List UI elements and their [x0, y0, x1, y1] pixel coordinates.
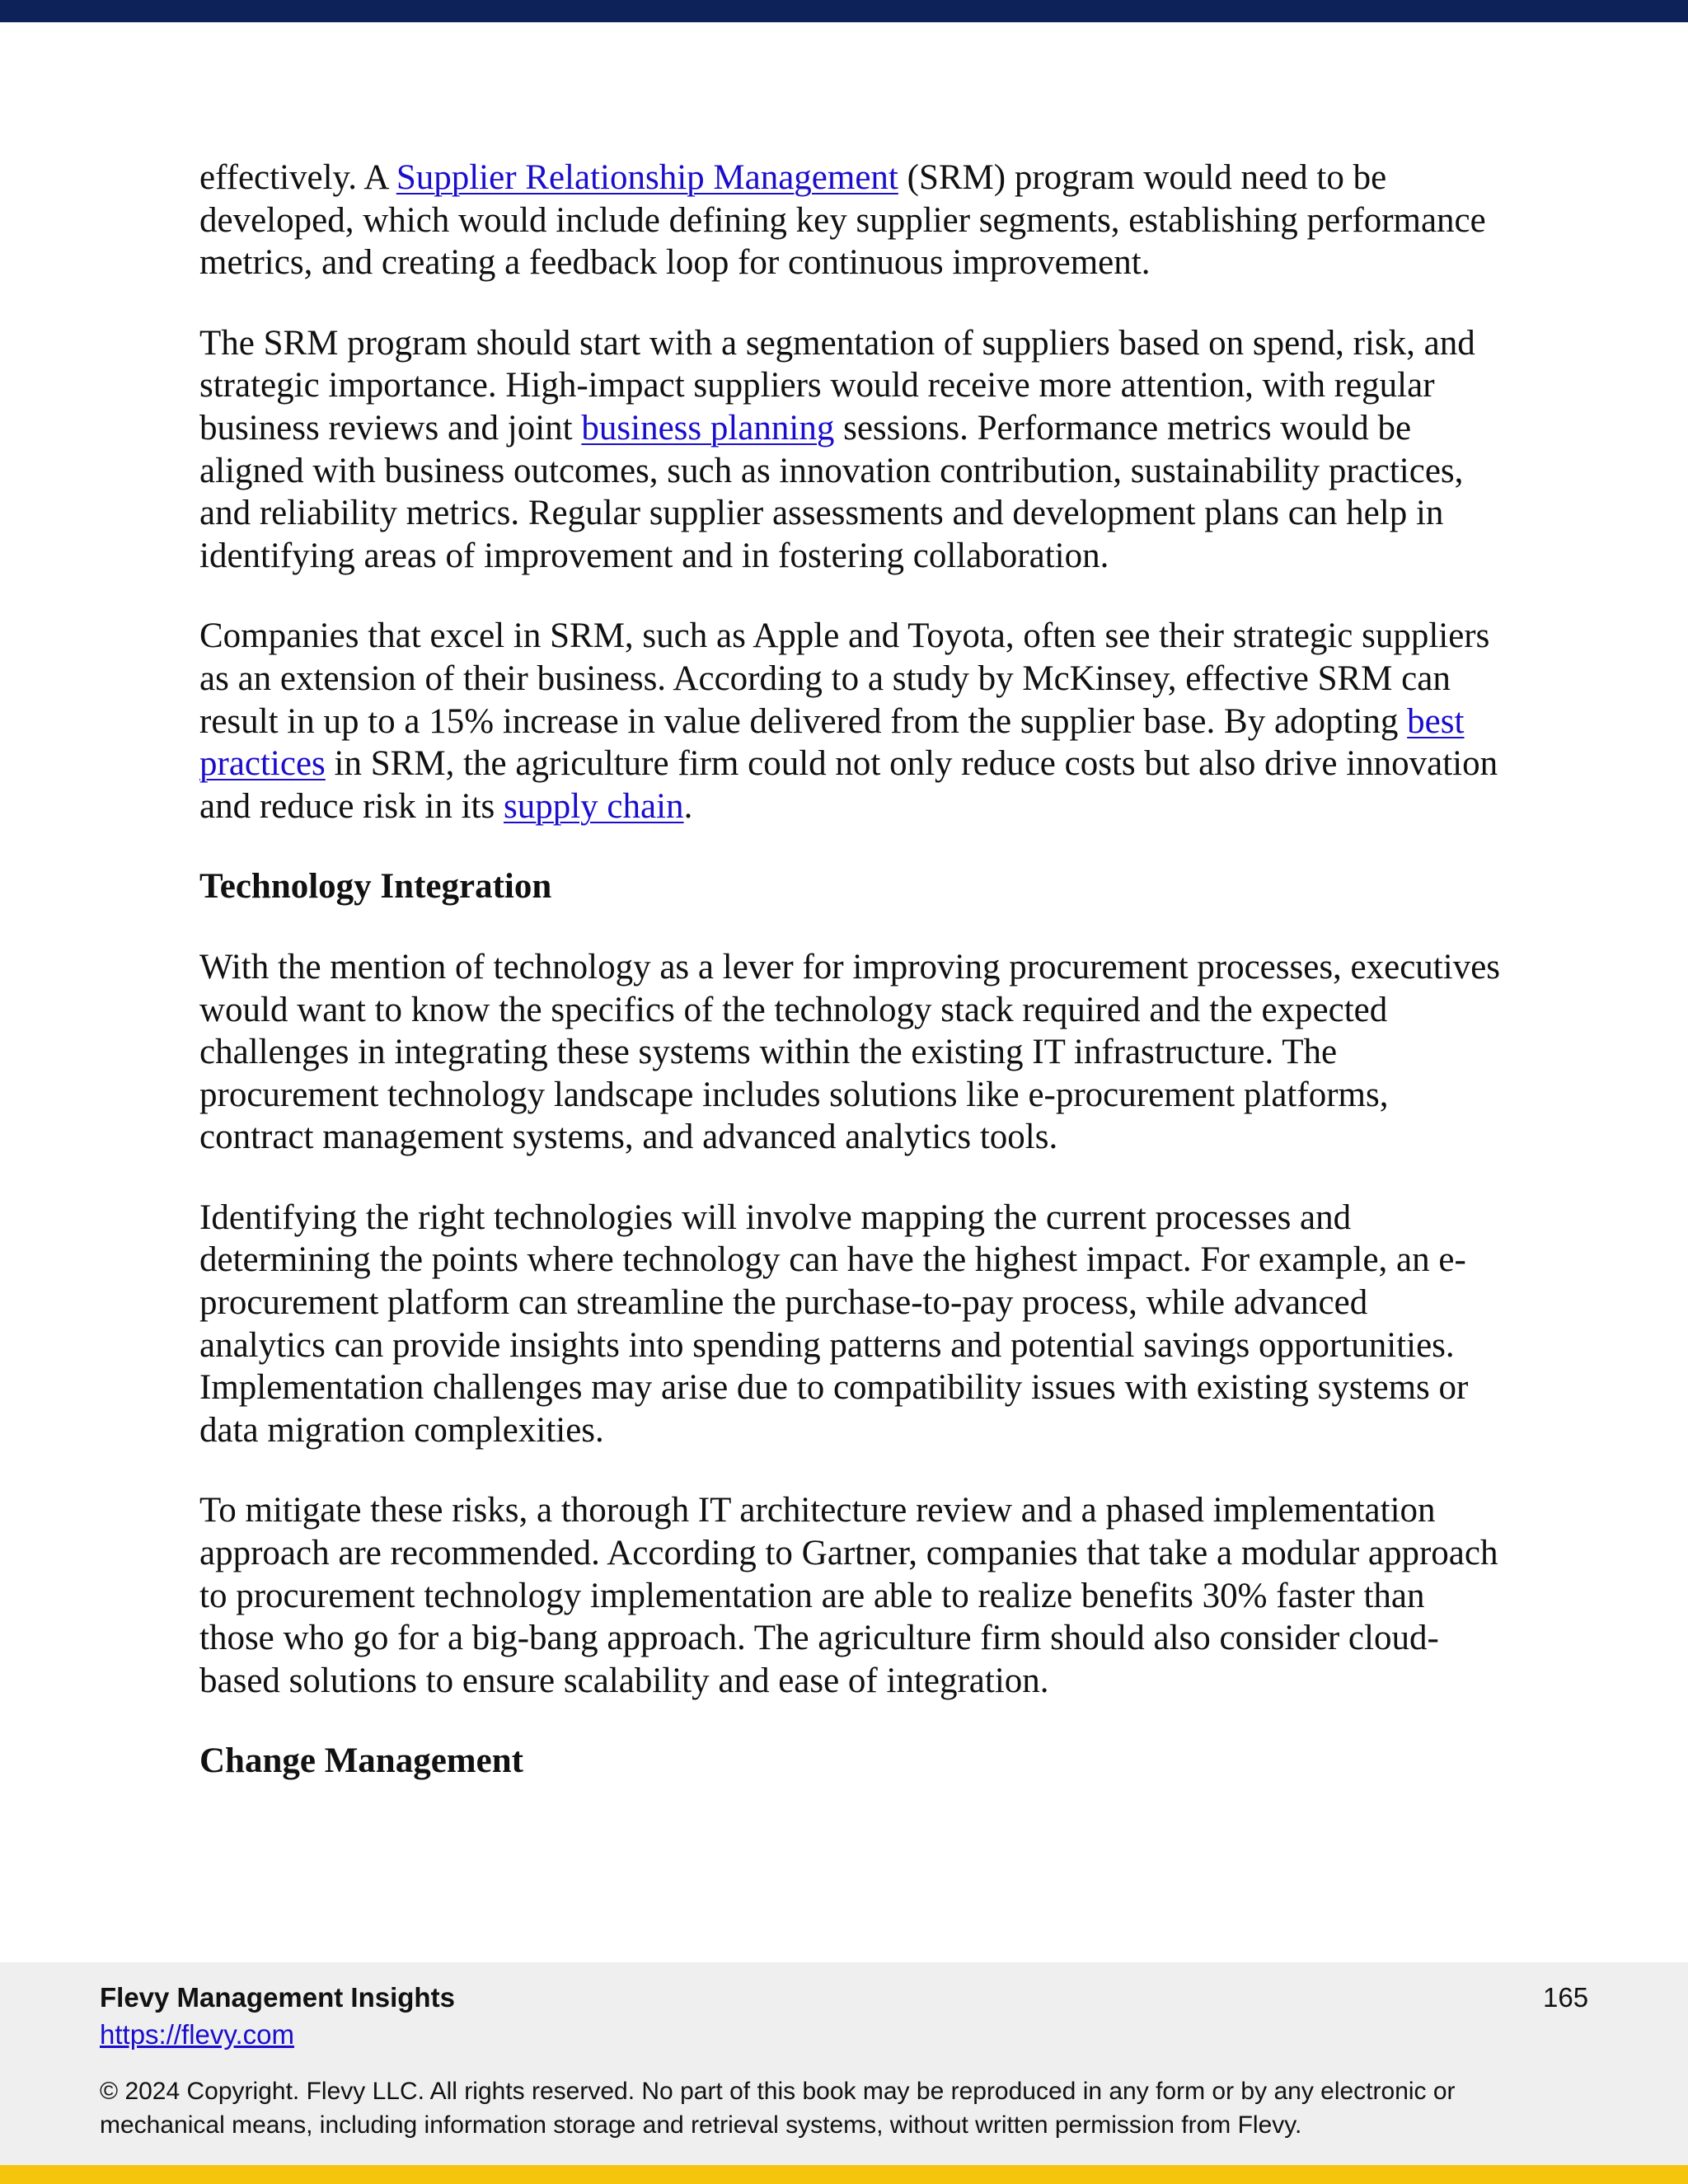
link-best-practices[interactable]: best practices — [199, 701, 1465, 784]
link-supplier-relationship-management[interactable]: Supplier Relationship Management — [396, 158, 898, 197]
paragraph-technology-stack: With the mention of technology as a lever for improving procurement processes, executives would want to know the specifics of the technology stack required and the expected challenges in integrating these systems within the existing IT infrastructure. The procurement technology landscape includes solutions like e-procurement platforms, contract management systems, and advanced analytics tools. — [199, 947, 1501, 1157]
footer-url-link[interactable]: https://flevy.com — [100, 2019, 294, 2050]
footer-brand: Flevy Management Insights — [100, 1982, 455, 2013]
paragraph-srm-examples: Companies that excel in SRM, such as Apple and Toyota, often see their strategic suppliers as an extension of their business. According to a study by McKinsey, effective SRM can result in up to a 15% increase in value delivered from the supplier base. By adopting best practices in SRM, the agriculture firm could not only reduce costs but also drive innovation and reduce risk in its supply chain. — [199, 616, 1498, 826]
page-number: 165 — [1543, 1982, 1589, 2013]
link-business-planning[interactable]: business planning — [581, 408, 835, 448]
page-footer — [0, 1962, 1688, 2165]
heading-change-management: Change Management — [199, 1741, 523, 1781]
link-supply-chain[interactable]: supply chain — [504, 786, 684, 826]
page-content — [199, 157, 1502, 1821]
heading-technology-integration: Technology Integration — [199, 867, 552, 907]
paragraph-srm-segmentation: The SRM program should start with a segmentation of suppliers based on spend, risk, and strategic importance. High-impact suppliers would receive more attention, with regular business reviews and joint business planning sessions. Performance metrics would be aligned with business outcomes, such as innovation contribution, sustainability practices, and reliability metrics. Regular supplier assessments and development plans can help in identifying areas of improvement and in fostering collaboration. — [199, 323, 1475, 575]
footer-copyright: © 2024 Copyright. Flevy LLC. All rights reserved. No part of this book may be reproduced in any form or by any electronic or mechanical means, including information storage and retrieval systems, without written permission from Flevy. — [100, 2078, 1456, 2139]
paragraph-technology-mapping: Identifying the right technologies will involve mapping the current processes and determining the points where technology can have the highest impact. For example, an e-procurement platform can streamline the purchase-to-pay process, while advanced analytics can provide insights into spending patterns and potential savings opportunities. Implementation challenges may arise due to compatibility issues with existing systems or data migration complexities. — [199, 1197, 1469, 1450]
paragraph-technology-mitigation: To mitigate these risks, a thorough IT architecture review and a phased implementation approach are recommended. According to Gartner, companies that take a modular approach to procurement technology implementation are able to realize benefits 30% faster than those who go for a big-bang approach. The agriculture firm should also consider cloud-based solutions to ensure scalability and ease of integration. — [199, 1491, 1498, 1700]
paragraph-srm-intro: effectively. A Supplier Relationship Management (SRM) program would need to be developed, which would include defining key supplier segments, establishing performance metrics, and creating a feedback loop for continuous improvement. — [199, 158, 1486, 283]
top-accent-bar — [0, 0, 1688, 22]
bottom-accent-bar — [0, 2165, 1688, 2184]
